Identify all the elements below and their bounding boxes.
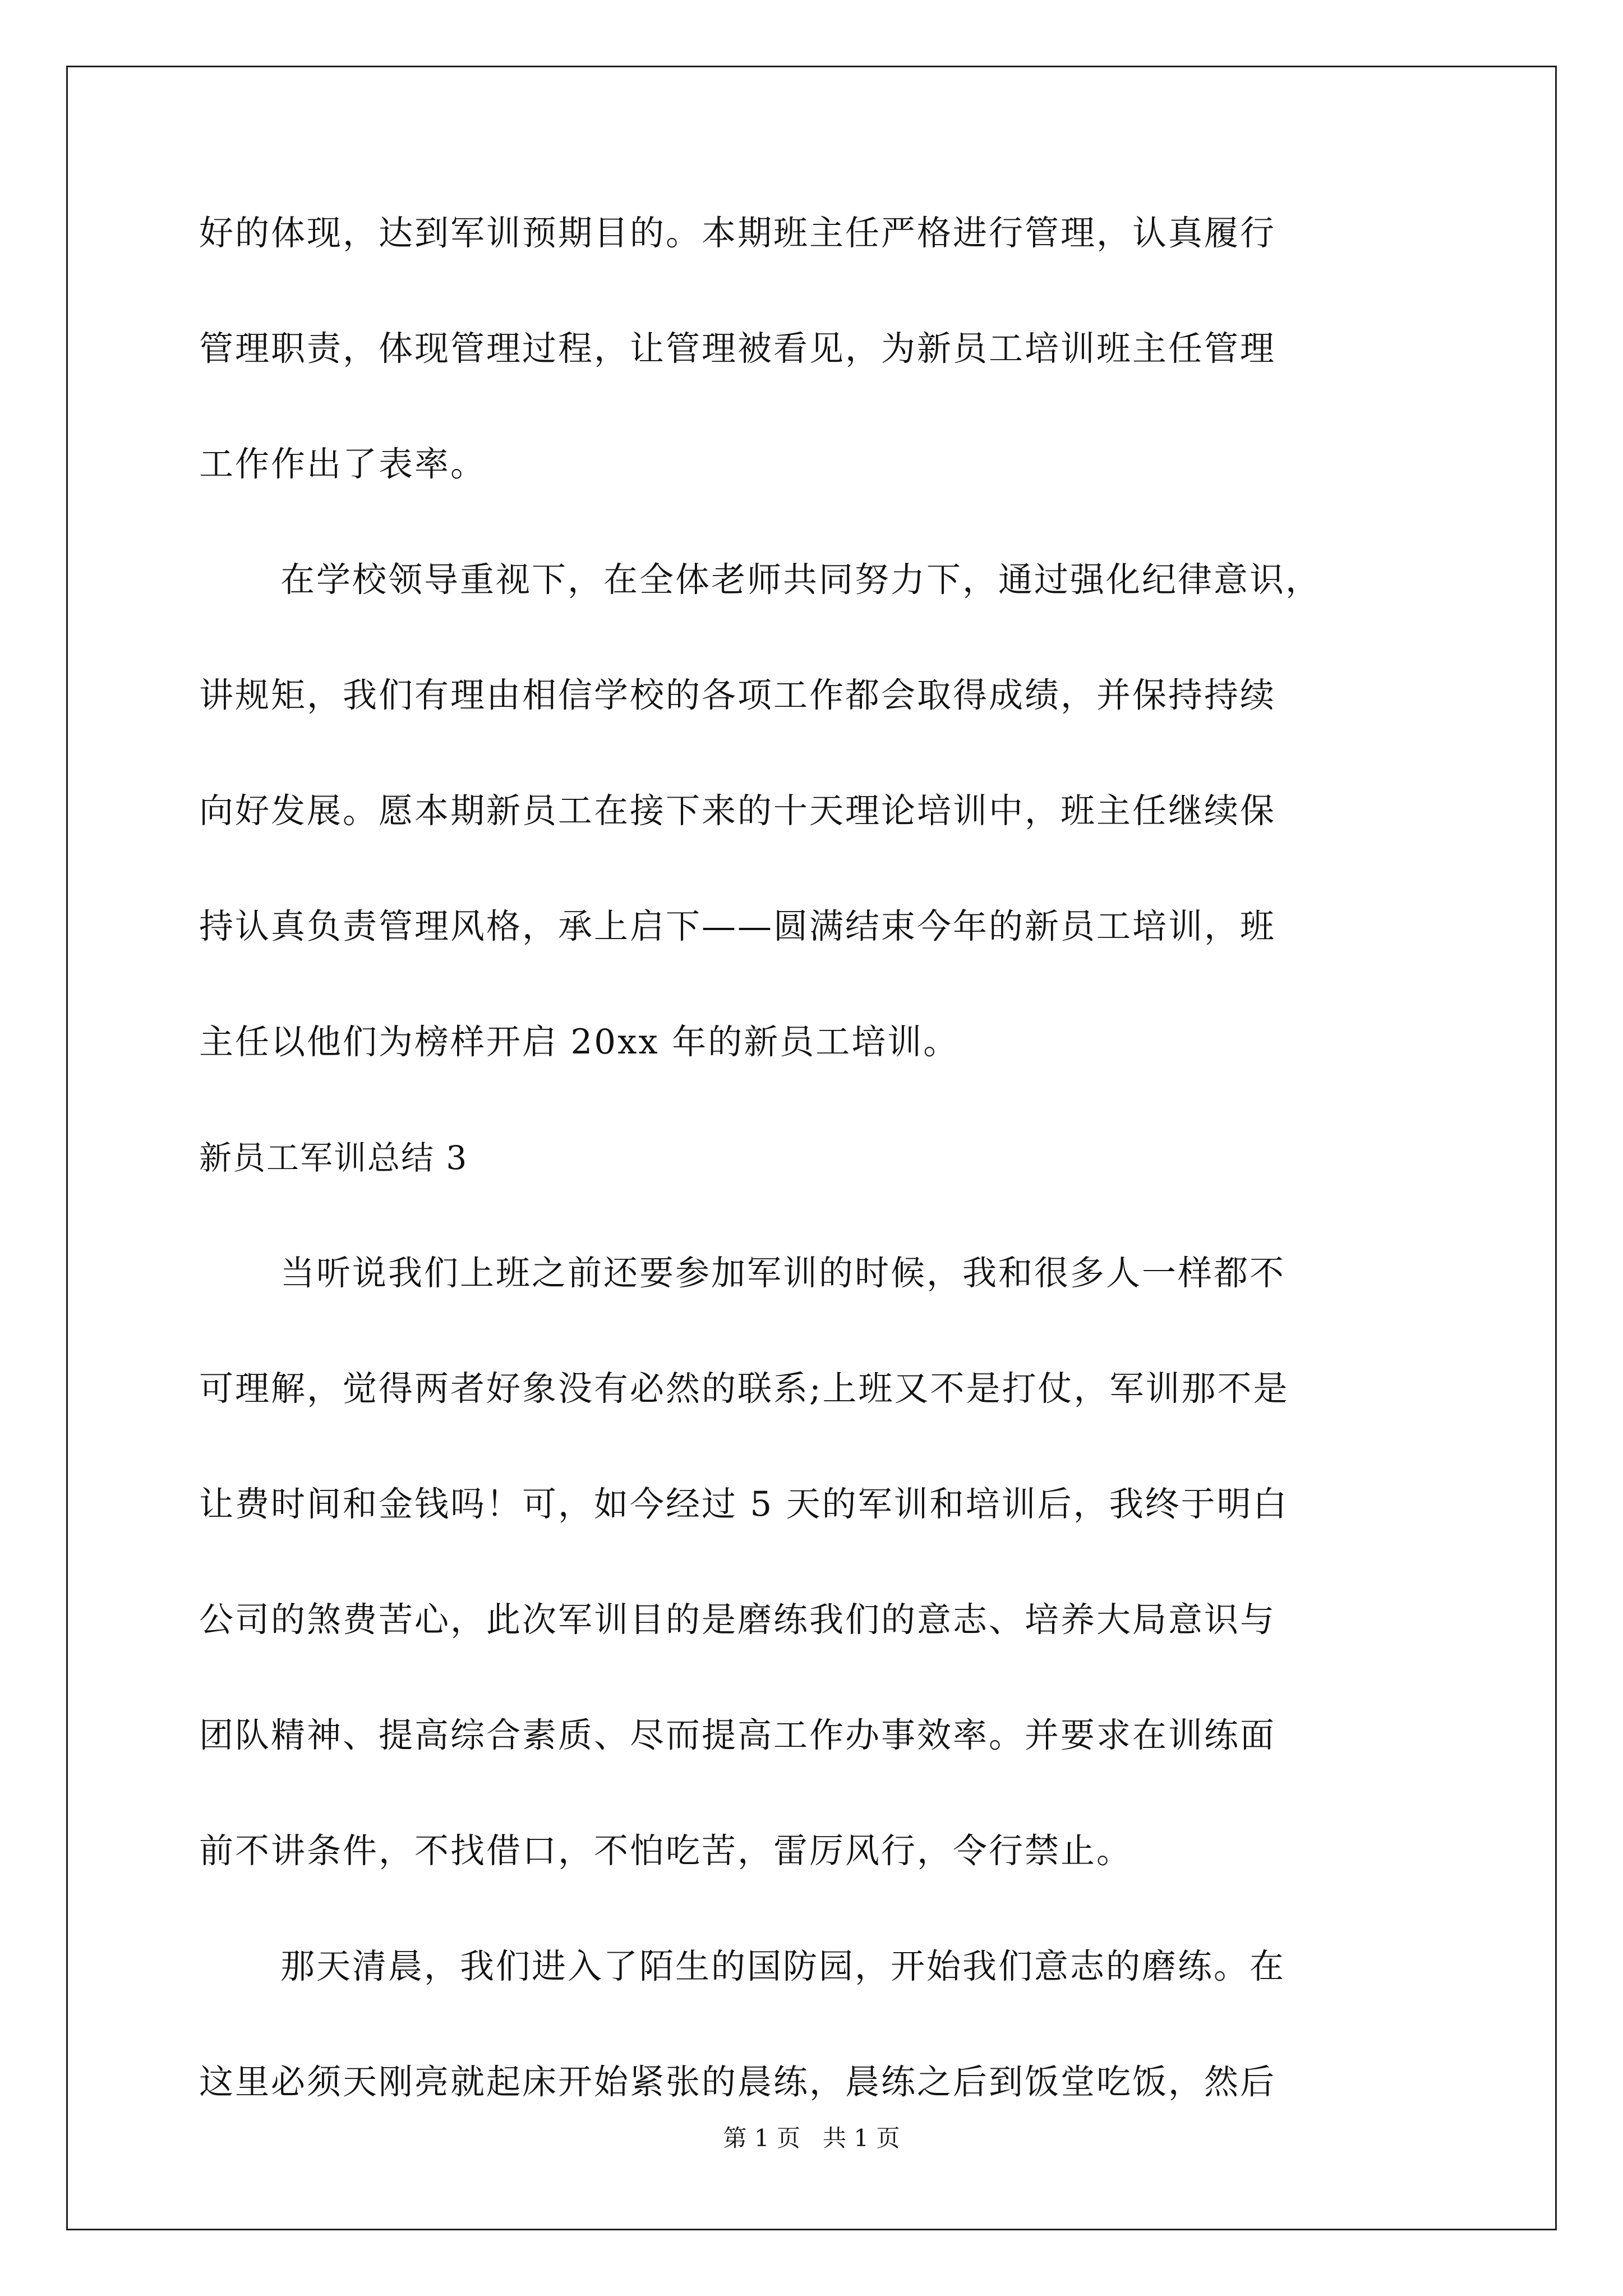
paragraph-line: 工作作出了表率。 [199,444,487,484]
paragraph-line: 团队精神、提高综合素质、尽而提高工作办事效率。并要求在训练面 [199,1715,1276,1755]
paragraph-line: 主任以他们为榜样开启 20xx 年的新员工培训。 [199,1022,960,1062]
paragraph-line: 向好发展。愿本期新员工在接下来的十天理论培训中，班主任继续保 [199,791,1276,831]
paragraph-line: 那天清晨，我们进入了陌生的国防园，开始我们意志的磨练。在 [280,1947,1286,1986]
paragraph-line: 在学校领导重视下，在全体老师共同努力下，通过强化纪律意识， [280,560,1322,600]
page-footer: 第 1 页 共 1 页 [723,2124,900,2152]
paragraph-line: 好的体现，达到军训预期目的。本期班主任严格进行管理，认真履行 [199,213,1276,253]
paragraph-line: 让费时间和金钱吗！可，如今经过 5 天的军训和培训后，我终于明白 [199,1484,1289,1524]
paragraph-line: 这里必须天刚亮就起床开始紧张的晨练，晨练之后到饭堂吃饭，然后 [199,2062,1276,2102]
section-heading: 新员工军训总结 3 [199,1139,468,1177]
paragraph-line: 持认真负责管理风格，承上启下——圆满结束今年的新员工培训，班 [199,907,1276,946]
paragraph-line: 前不讲条件，不找借口，不怕吃苦，雷厉风行，令行禁止。 [199,1831,1133,1871]
paragraph-line: 当听说我们上班之前还要参加军训的时候，我和很多人一样都不 [280,1253,1286,1293]
paragraph-line: 管理职责，体现管理过程，让管理被看见，为新员工培训班主任管理 [199,329,1276,369]
paragraph-line: 公司的煞费苦心，此次军训目的是磨练我们的意志、培养大局意识与 [199,1600,1276,1640]
paragraph-line: 可理解，觉得两者好象没有必然的联系;上班又不是打仗，军训那不是 [199,1369,1289,1409]
paragraph-line: 讲规矩，我们有理由相信学校的各项工作都会取得成绩，并保持持续 [199,675,1276,715]
